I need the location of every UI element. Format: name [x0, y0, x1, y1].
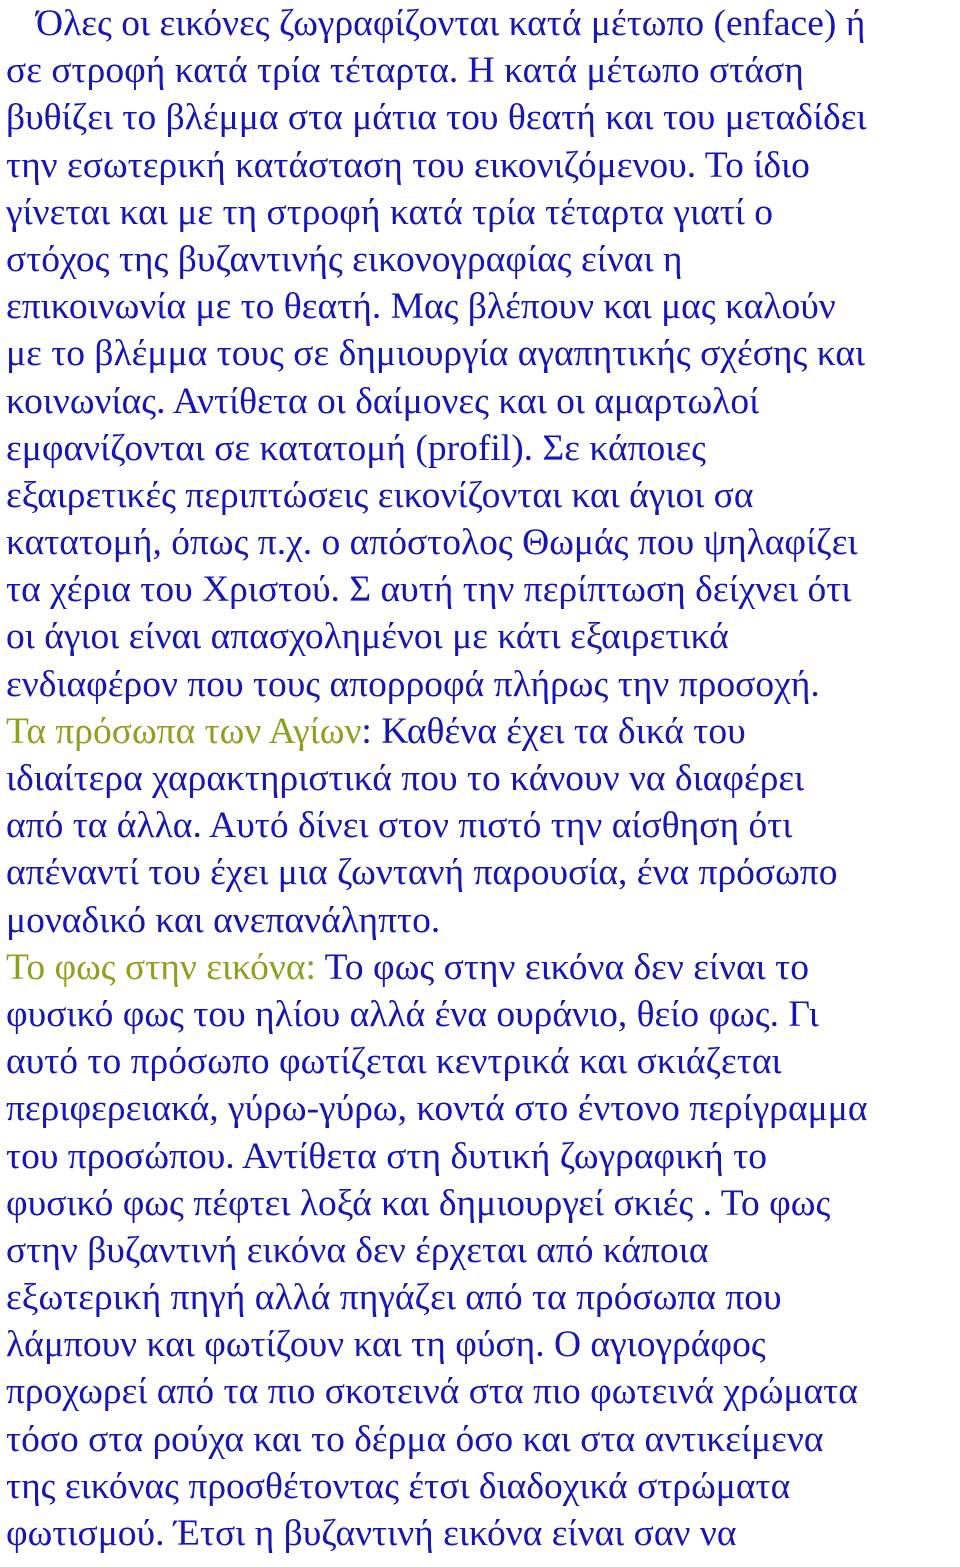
text-line [6, 1133, 954, 1180]
body-text-run: επικοινωνία με το θεατή. Μας βλέπουν και μας καλούν [6, 286, 836, 328]
text-line [6, 0, 954, 47]
text-line [6, 802, 954, 849]
body-text-run: από τα άλλα. Αυτό δίνει στον πιστό την αίσθηση ότι [6, 805, 793, 847]
body-text-run: κατατομή, όπως π.χ. ο απόστολος Θωμάς που ψηλαφίζει [6, 522, 858, 564]
body-text-run: μοναδικό και ανεπανάληπτο. [6, 899, 441, 941]
body-text-run: περιφερειακά, γύρω-γύρω, κοντά στο έντονο περίγραμμα [6, 1088, 868, 1130]
text-line [6, 1416, 954, 1463]
text-line [6, 1038, 954, 1085]
body-text-run: στόχος της βυζαντινής εικονογραφίας είναι η [6, 238, 683, 280]
text-line [6, 236, 954, 283]
text-line [6, 661, 954, 708]
text-line [6, 519, 954, 566]
body-text-run: φωτισμού. Έτσι η βυζαντινή εικόνα είναι σαν να [6, 1513, 737, 1554]
body-text-run: τα χέρια του Χριστού. Σ αυτή την περίπτωση δείχνει ότι [6, 569, 852, 611]
text-line [6, 1510, 954, 1557]
text-line [6, 283, 954, 330]
body-text-run: την εσωτερική κατάσταση του εικονιζόμενου. Το ίδιο [6, 144, 810, 186]
body-text-run: προχωρεί από τα πιο σκοτεινά στα πιο φωτεινά χρώματα [6, 1371, 858, 1413]
body-text-run: οι άγιοι είναι απασχολημένοι με κάτι εξαιρετικά [6, 616, 729, 658]
text-line [6, 142, 954, 189]
body-text-run: απέναντί του έχει μια ζωντανή παρουσία, ένα πρόσωπο [6, 852, 838, 894]
body-text-run: της εικόνας προσθέτοντας έτσι διαδοχικά στρώματα [6, 1465, 791, 1507]
text-line [6, 378, 954, 425]
text-line [6, 991, 954, 1038]
body-text-run: γίνεται και με τη στροφή κατά τρία τέταρτα γιατί ο [6, 191, 774, 233]
body-text-run: : Καθένα έχει τα δικά του [361, 710, 746, 752]
text-line [6, 189, 954, 236]
text-line [6, 613, 954, 660]
body-text-run: του προσώπου. Αντίθετα στη δυτική ζωγραφική το [6, 1135, 767, 1177]
text-line [6, 472, 954, 519]
text-line [6, 849, 954, 896]
body-text-run: τόσο στα ρούχα και το δέρμα όσο και στα αντικείμενα [6, 1418, 824, 1460]
text-line [6, 1227, 954, 1274]
text-line [6, 1321, 954, 1368]
body-text-run: εξαιρετικές περιπτώσεις εικονίζονται και άγιοι σα [6, 474, 754, 516]
text-line [6, 94, 954, 141]
text-line [6, 1085, 954, 1132]
body-text-run: σε στροφή κατά τρία τέταρτα. Η κατά μέτωπο στάση [6, 50, 804, 92]
text-line [6, 1463, 954, 1510]
text-line [6, 1274, 954, 1321]
text-line [6, 566, 954, 613]
text-line [6, 755, 954, 802]
body-text-run: ενδιαφέρον που τους απορροφά πλήρως την προσοχή. [6, 663, 820, 705]
text-line [6, 330, 954, 377]
body-text-run: στην βυζαντινή εικόνα δεν έρχεται από κάποια [6, 1229, 709, 1271]
text-line [6, 1368, 954, 1415]
text-line [6, 47, 954, 94]
body-text-run: με το βλέμμα τους σε δημιουργία αγαπητικής σχέσης και [6, 333, 866, 375]
body-text-run: ιδιαίτερα χαρακτηριστικά που το κάνουν να διαφέρει [6, 758, 805, 799]
body-text-run: φυσικό φως πέφτει λοξά και δημιουργεί σκιές . Το φως [6, 1182, 831, 1224]
text-line [6, 1180, 954, 1227]
body-text-run: αυτό το πρόσωπο φωτίζεται κεντρικά και σκιάζεται [6, 1041, 782, 1083]
body-text-run: λάμπουν και φωτίζουν και τη φύση. Ο αγιογράφος [6, 1324, 766, 1366]
section-heading: Τα πρόσωπα των Αγίων [6, 710, 362, 752]
body-text-run: εξωτερική πηγή αλλά πηγάζει από τα πρόσωπα που [6, 1277, 782, 1319]
body-text-run: εμφανίζονται σε κατατομή (profil). Σε κάποιες [6, 427, 706, 469]
section-heading: Το φως στην εικόνα: [6, 946, 325, 988]
text-line [6, 944, 954, 991]
text-line [6, 425, 954, 472]
body-text-run: φυσικό φως του ηλίου αλλά ένα ουράνιο, θείο φως. Γι [6, 993, 819, 1035]
body-text-run: Το φως στην εικόνα δεν είναι το [324, 946, 809, 988]
body-text-run: κοινωνίας. Αντίθετα οι δαίμονες και οι αμαρτωλοί [6, 380, 760, 422]
body-text-run: Όλες οι εικόνες ζωγραφίζονται κατά μέτωπο (enface) ή [36, 3, 866, 44]
body-text-run: βυθίζει το βλέμμα στα μάτια του θεατή και του μεταδίδει [6, 97, 867, 139]
text-line [6, 897, 954, 944]
text-line [6, 708, 954, 755]
